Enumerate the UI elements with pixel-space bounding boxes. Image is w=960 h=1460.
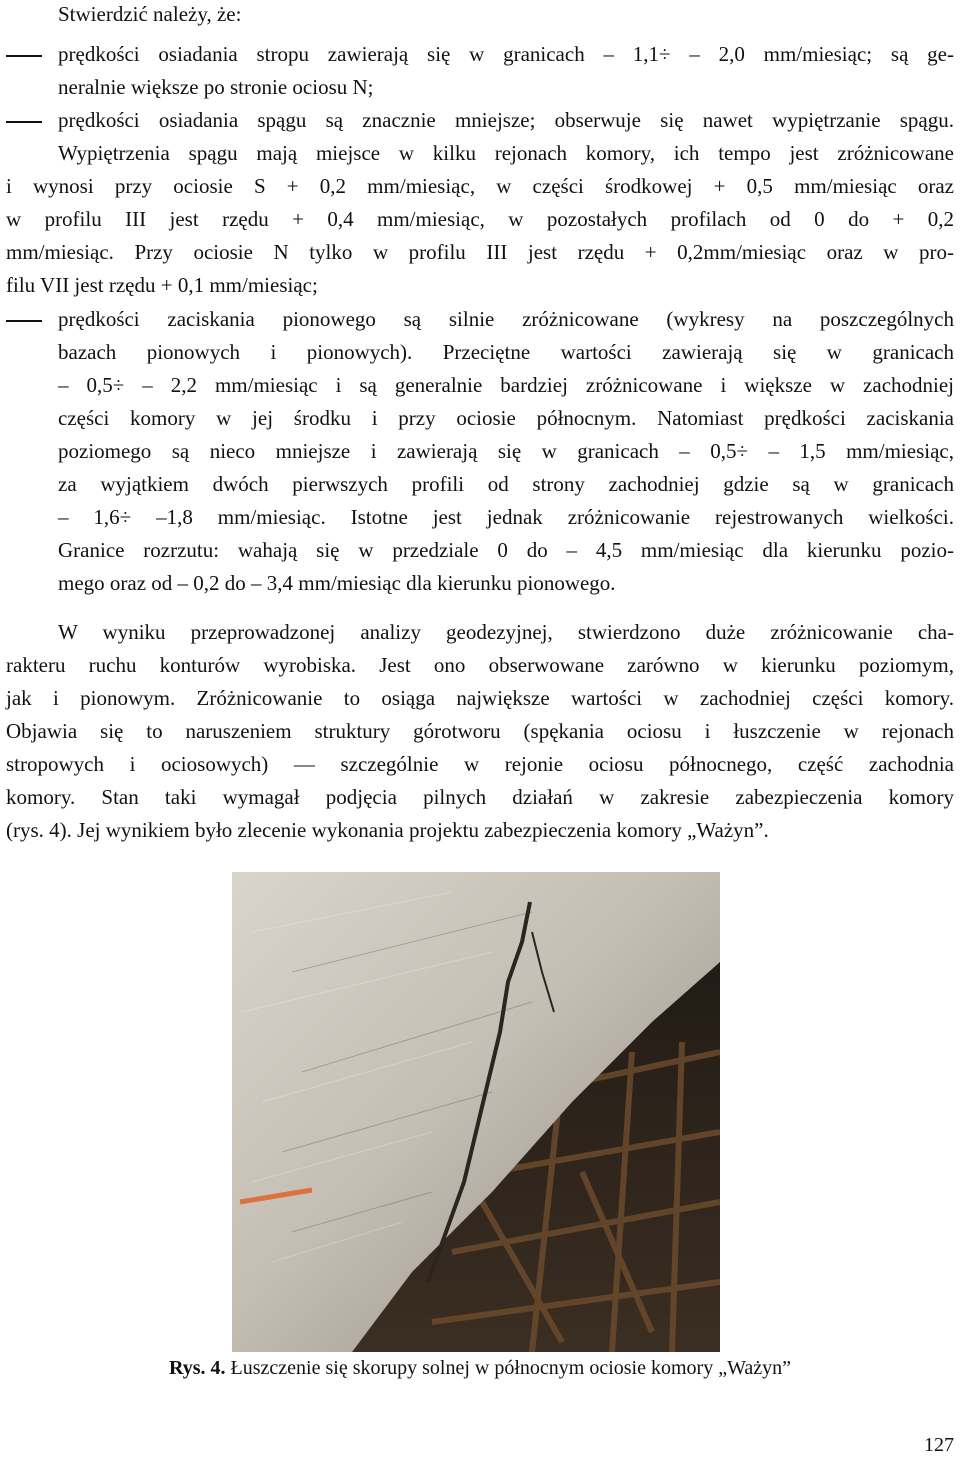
bullet-3-line-8: Granice rozrzutu: wahają się w przedziale 0 do – 4,5 mm/miesiąc dla kierunku pozio-	[58, 538, 954, 562]
figure-caption	[0, 1353, 960, 1383]
paragraph-line-3: jak i pionowym. Zróżnicowanie to osiąga największe wartości w zachodniej części komory.	[6, 686, 954, 710]
bullet-3-line-4: części komory w jej środku i przy ociosie północnym. Natomiast prędkości zaciskania	[58, 406, 954, 430]
intro-text: Stwierdzić należy, że:	[58, 2, 242, 26]
bullet-3-line-6: za wyjątkiem dwóch pierwszych profili od strony zachodniej gdzie są w granicach	[58, 472, 954, 496]
bullet-2-line-3: i wynosi przy ociosie S + 0,2 mm/miesiąc, w części środkowej + 0,5 mm/miesiąc oraz	[6, 174, 954, 198]
bullet-2-line-4: w profilu III jest rzędu + 0,4 mm/miesiąc, w pozostałych profilach od 0 do + 0,2	[6, 207, 954, 231]
bullet-3-line-7: – 1,6÷ –1,8 mm/miesiąc. Istotne jest jednak zróżnicowanie rejestrowanych wielkości.	[58, 505, 954, 529]
bullet-2-line-1: prędkości osiadania spągu są znacznie mniejsze; obserwuje się nawet wypiętrzanie spągu.	[58, 108, 954, 132]
bullet-2-line-6: filu VII jest rzędu + 0,1 mm/miesiąc;	[6, 273, 318, 297]
bullet-dash	[6, 320, 42, 322]
bullet-dash	[6, 55, 42, 57]
paragraph-line-1: W wyniku przeprowadzonej analizy geodezyjnej, stwierdzono duże zróżnicowanie cha-	[58, 620, 954, 644]
bullet-3-line-5: poziomego są nieco mniejsze i zawierają się w granicach – 0,5÷ – 1,5 mm/miesiąc,	[58, 439, 954, 463]
paragraph-line-5: stropowych i ociosowych) — szczególnie w rejonie ociosu północnego, część zachodnia	[6, 752, 954, 776]
bullet-2-line-2: Wypiętrzenia spągu mają miejsce w kilku rejonach komory, ich tempo jest zróżnicowane	[58, 141, 954, 165]
salt-wall-photo	[232, 872, 720, 1352]
bullet-3-line-1: prędkości zaciskania pionowego są silnie zróżnicowane (wykresy na poszczególnych	[58, 307, 954, 331]
bullet-dash	[6, 121, 42, 123]
salt-wall-photo-drawing	[232, 872, 720, 1352]
paragraph-line-7: (rys. 4). Jej wynikiem było zlecenie wykonania projektu zabezpieczenia komory „Ważyn”.	[6, 818, 769, 842]
page-number: 127	[924, 1434, 954, 1456]
bullet-1-line-2: neralnie większe po stronie ociosu N;	[58, 75, 374, 99]
bullet-3-line-3: – 0,5÷ – 2,2 mm/miesiąc i są generalnie bardziej zróżnicowane i większe w zachodniej	[58, 373, 954, 397]
figure-caption-label: Rys. 4.	[169, 1357, 226, 1379]
paragraph-line-6: komory. Stan taki wymagał podjęcia pilnych działań w zakresie zabezpieczenia komory	[6, 785, 954, 809]
bullet-3-line-9: mego oraz od – 0,2 do – 3,4 mm/miesiąc dla kierunku pionowego.	[58, 571, 616, 595]
bullet-2-line-5: mm/miesiąc. Przy ociosie N tylko w profilu III jest rzędu + 0,2mm/miesiąc oraz w pro-	[6, 240, 954, 264]
figure-caption-text: Łuszczenie się skorupy solnej w północnym ociosie komory „Ważyn”	[225, 1357, 791, 1379]
bullet-1-line-1: prędkości osiadania stropu zawierają się w granicach – 1,1÷ – 2,0 mm/miesiąc; są ge-	[58, 42, 954, 66]
paragraph-line-4: Objawia się to naruszeniem struktury górotworu (spękania ociosu i łuszczenie w rejonach	[6, 719, 954, 743]
paragraph-line-2: rakteru ruchu konturów wyrobiska. Jest ono obserwowane zarówno w kierunku poziomym,	[6, 653, 954, 677]
bullet-3-line-2: bazach pionowych i pionowych). Przeciętne wartości zawierają się w granicach	[58, 340, 954, 364]
